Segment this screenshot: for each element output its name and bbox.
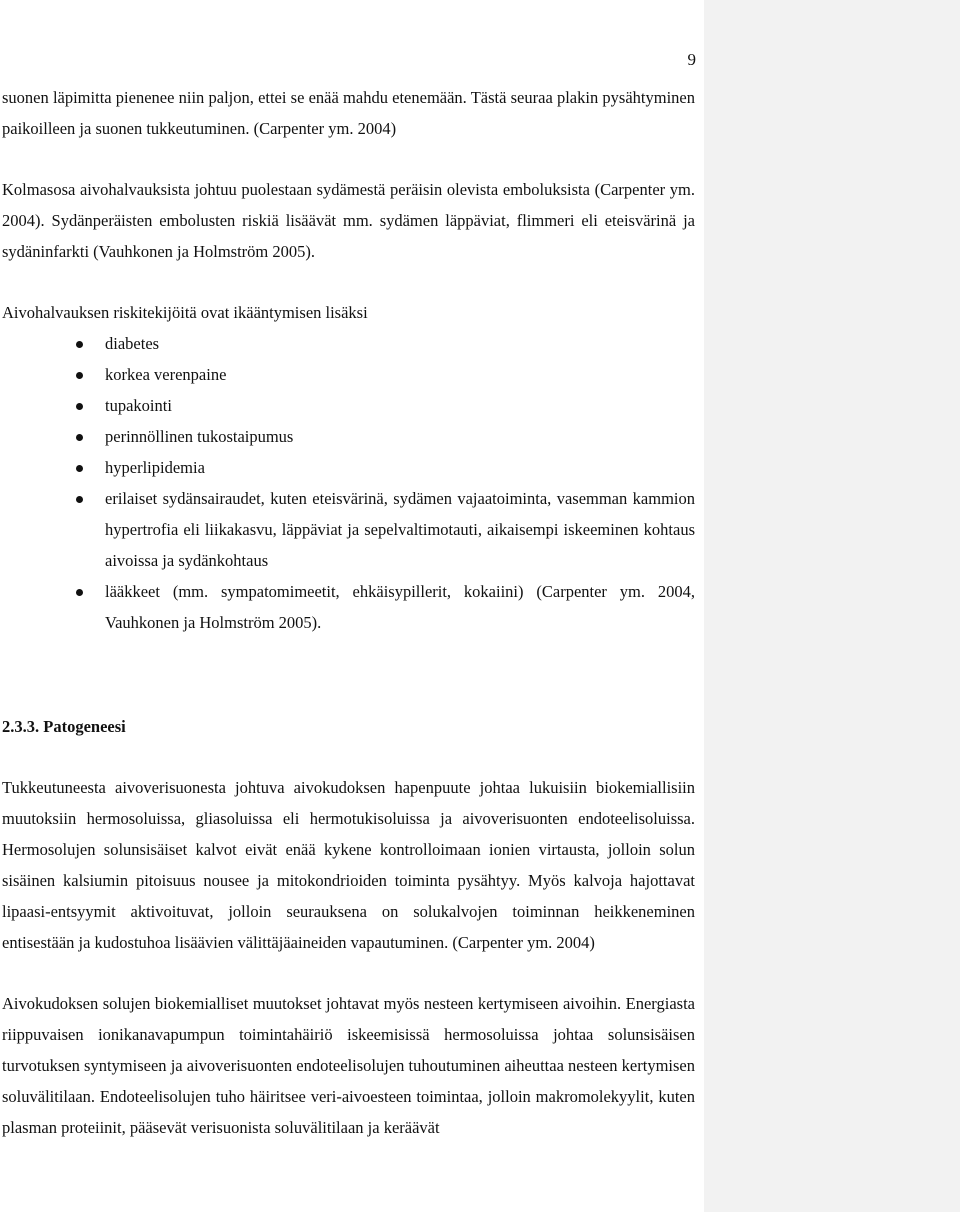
document-body: [2, 82, 695, 1143]
list-item: korkea verenpaine: [2, 359, 695, 390]
risk-factors-list: [2, 328, 695, 638]
section-gap: [2, 638, 695, 711]
paragraph-gap: [2, 144, 695, 174]
bullet-icon: [76, 403, 83, 410]
list-item: erilaiset sydänsairaudet, kuten eteisvärinä, sydämen vajaatoiminta, vasemman kammion hypertrofia eli liikakasvu, läppäviat ja sepelvaltimotauti, aikaisempi iskeeminen kohtaus aivoissa ja sydänkohtaus: [2, 483, 695, 576]
list-item: hyperlipidemia: [2, 452, 695, 483]
bullet-icon: [76, 465, 83, 472]
paragraph-pathogenesis: Tukkeutuneesta aivoverisuonesta johtuva aivokudoksen hapenpuute johtaa lukuisiin biokemiallisiin muutoksiin hermosoluissa, gliasoluissa eli hermotukisoluissa ja aivoverisuonten endoteelisoluissa. Hermosolujen solunsisäiset kalvot eivät enää kykene kontrolloimaan ionien virtausta, jolloin solun sisäinen kalsiumin pitoisuus nousee ja mitokondrioiden toiminta pysähtyy. Myös kalvoja hajottavat lipaasi-entsyymit aktivoituvat, jolloin seurauksena on solukalvojen toiminnan heikkeneminen entisestään ja kudostuhoa lisäävien välittäjäaineiden vapautuminen. (Carpenter ym. 2004): [2, 778, 695, 952]
bullet-icon: [76, 589, 83, 596]
page-number: 9: [687, 50, 696, 69]
paragraph-gap: [2, 267, 695, 297]
risk-factors-intro: Aivohalvauksen riskitekijöitä ovat ikääntymisen lisäksi: [2, 303, 368, 322]
paragraph-gap: [2, 958, 695, 988]
bullet-icon: [76, 434, 83, 441]
bullet-icon: [76, 496, 83, 503]
paragraph-gap: [2, 742, 695, 772]
paragraph-edema: Aivokudoksen solujen biokemialliset muutokset johtavat myös nesteen kertymiseen aivoihin. Energiasta riippuvaisen ionikanavapumpun toimintahäiriö iskeemisissä hermosoluissa johtaa solunsisäisen turvotuksen syntymiseen ja aivoverisuonten endoteelisolujen tuhoutuminen aiheuttaa nesteen kertymisen soluvälitilaan. Endoteelisolujen tuho häiritsee veri-aivoesteen toimintaa, jolloin makromolekyylit, kuten plasman proteiinit, pääsevät verisuonista soluvälitilaan ja keräävät: [2, 994, 695, 1137]
bullet-icon: [76, 341, 83, 348]
comment-margin-panel: [704, 0, 960, 1212]
paragraph-embolism: Kolmasosa aivohalvauksista johtuu puolestaan sydämestä peräisin olevista emboluksista (Carpenter ym. 2004). Sydänperäisten embolusten riskiä lisäävät mm. sydämen läppäviat, flimmeri eli eteisvärinä ja sydäninfarkti (Vauhkonen ja Holmström 2005).: [2, 180, 695, 261]
bullet-icon: [76, 372, 83, 379]
list-item: lääkkeet (mm. sympatomimeetit, ehkäisypillerit, kokaiini) (Carpenter ym. 2004, Vauhkonen ja Holmström 2005).: [2, 576, 695, 638]
section-heading: 2.3.3. Patogeneesi: [2, 717, 126, 736]
list-item: perinnöllinen tukostaipumus: [2, 421, 695, 452]
list-item: diabetes: [2, 328, 695, 359]
list-item: tupakointi: [2, 390, 695, 421]
paragraph-plaque: suonen läpimitta pienenee niin paljon, ettei se enää mahdu etenemään. Tästä seuraa plakin pysähtyminen paikoilleen ja suonen tukkeutuminen. (Carpenter ym. 2004): [2, 88, 695, 138]
